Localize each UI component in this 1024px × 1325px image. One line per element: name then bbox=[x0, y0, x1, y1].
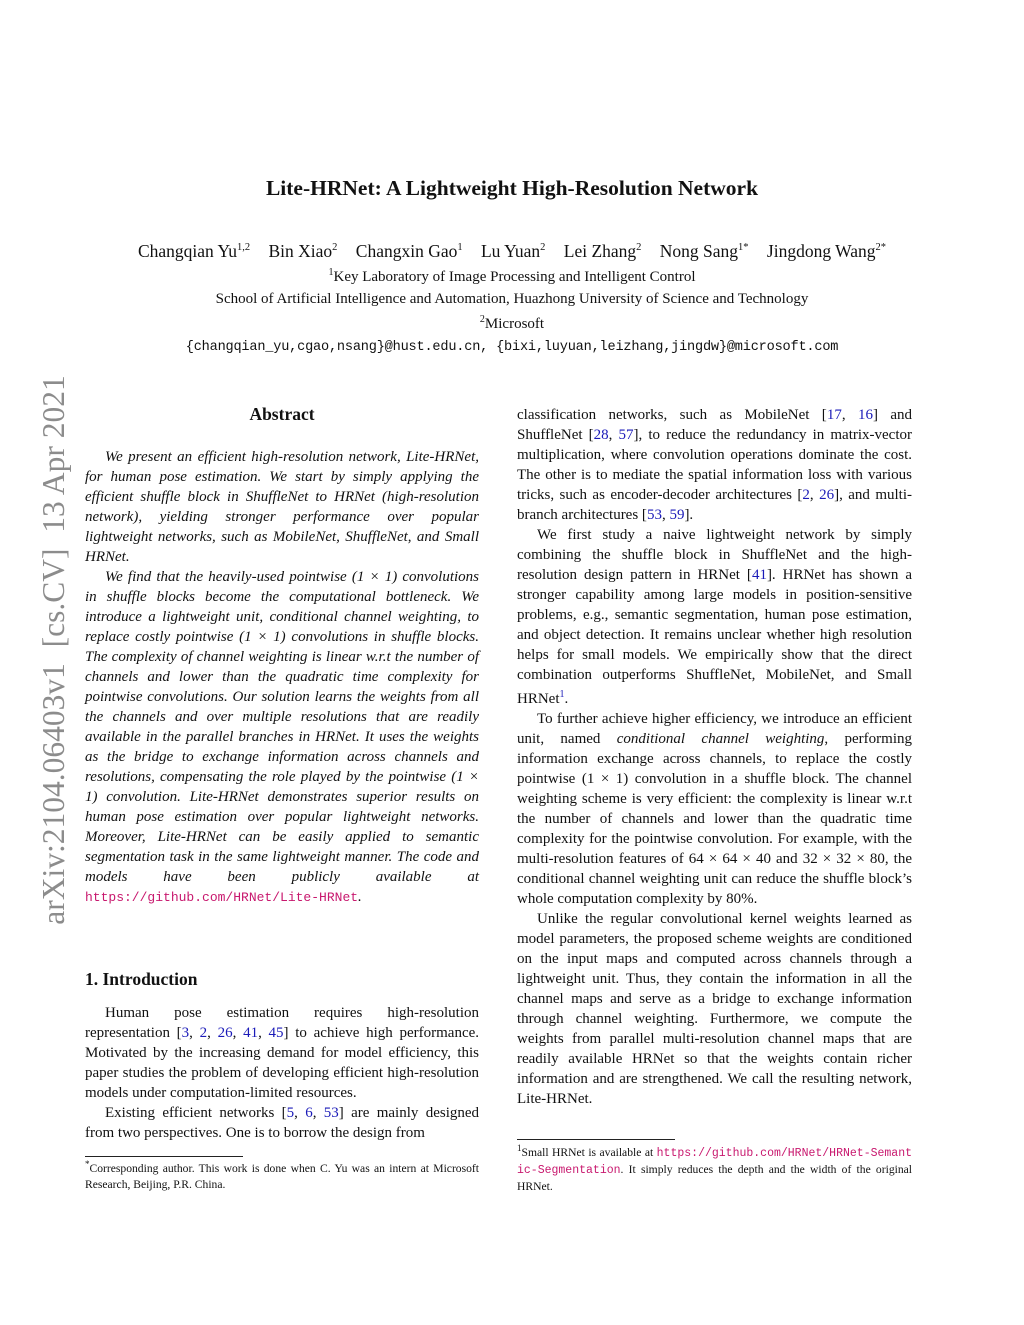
footnote-corresponding-author: *Corresponding author. This work is done when C. Yu was an intern at Microsoft Research, Beijing, P.R. China. bbox=[85, 1159, 479, 1191]
affiliation-1: $^1$Key Laboratory of Image Processing and Intelligent Control bbox=[328, 267, 696, 285]
intro-paragraph: Human pose estimation requires high-resolution representation [3, 2, 26, 41, 45] to achieve high performance. Motivated by the increasing demand for model efficiency, this paper studies the problem of developing efficient high-resolution models under computation-limited resources. bbox=[85, 1005, 480, 1101]
abstract-paragraph: We find that the heavily-used pointwise (1 × 1) convolutions in shuffle blocks become the computational bottleneck. We introduce a lightweight unit, conditional channel weighting, to replace costly pointwise (1 × 1) convolutions in shuffle blocks. The complexity of channel weighting is linear w.r.t the number of channels and lower than the quadratic time complexity for pointwise convolutions. Our solution learns the weights from all the channels and over multiple resolutions that are readily available in the parallel branches in HRNet. It uses the weights as the bridge to exchange information across channels and resolutions, compensating the role played by the pointwise (1 × 1) convolution. Lite-HRNet demonstrates superior results on human pose estimation over popular lightweight networks. Moreover, Lite-HRNet can be easily applied to semantic segmentation task in the same lightweight manner. The code and models have been publicly available at https://github.com/HRNet/Lite-HRNet. bbox=[85, 569, 479, 905]
author-list bbox=[0, 241, 1024, 262]
code-link[interactable]: https://github.com/HRNet/Lite-HRNet bbox=[85, 890, 359, 905]
small-hrnet-link[interactable]: https://github.com/HRNet/HRNet-Semantic-Segmentation bbox=[517, 1147, 912, 1177]
citation-link[interactable]: 3 bbox=[181, 1025, 190, 1041]
intro-paragraph: Existing efficient networks [5, 6, 53] are mainly designed from two perspectives. One is to borrow the design from bbox=[85, 1105, 480, 1141]
footnote-rule bbox=[85, 1156, 243, 1157]
citation-link[interactable]: 53 bbox=[646, 507, 662, 523]
affiliation-school: School of Artificial Intelligence and Automation, Huazhong University of Science and Technology bbox=[215, 291, 809, 307]
arxiv-stamp-text: arXiv:2104.06403v1 [cs.CV] 13 Apr 2021 bbox=[36, 375, 71, 925]
citation-link[interactable]: 57 bbox=[618, 427, 634, 443]
affiliation-2: $^2$Microsoft bbox=[479, 314, 545, 332]
citation-link[interactable]: 41 bbox=[751, 567, 767, 583]
right-column-body bbox=[517, 405, 912, 1109]
author-emails: {changqian_yu,cgao,nsang}@hust.edu.cn, {bixi,luyuan,leizhang,jingdw}@microsoft.com bbox=[185, 340, 839, 355]
footnote-small-hrnet: $^1$Small HRNet is available at https://github.com/HRNet/HRNet-Semantic-Segmentation. It simply reduces the depth and the width of the original HRNet. bbox=[517, 1143, 912, 1193]
emphasis-term: conditional channel weighting bbox=[616, 731, 825, 747]
citation-link[interactable]: 26 bbox=[819, 487, 835, 503]
arxiv-stamp bbox=[20, 340, 76, 960]
author: Nong Sang$^{1*}$ bbox=[659, 241, 749, 261]
author: Jingdong Wang$^{2*}$ bbox=[766, 241, 887, 261]
author: Changxin Gao$^1$ bbox=[355, 241, 463, 261]
citation-link[interactable]: 59 bbox=[669, 507, 685, 523]
citation-link[interactable]: 45 bbox=[268, 1025, 284, 1041]
citation-link[interactable]: 2 bbox=[802, 487, 810, 503]
footnote-rule bbox=[517, 1139, 675, 1140]
footnote-ref[interactable]: 1 bbox=[559, 689, 565, 700]
body-paragraph: Unlike the regular convolutional kernel weights learned as model parameters, the proposed scheme weights are conditioned on the input maps and computed across channels through a lightweight unit. Thus, they contain the information in all the channel maps and serve as a bridge to exchange information through channel weighting. Furthermore, we compute the weights from parallel multi-resolution channel maps that are readily available HRNet so that the weights contain richer information and are strengthened. We call the resulting network, Lite-HRNet. bbox=[517, 911, 912, 1107]
citation-link[interactable]: 17 bbox=[826, 407, 842, 423]
body-paragraph: classification networks, such as MobileNet [17, 16] and ShuffleNet [28, 57], to reduce the redundancy in matrix-vector multiplication, where convolution operations dominate the cost. The other is to mediate the spatial information loss with various tricks, such as encoder-decoder architectures [2, 26], and multi-branch architectures [53, 59]. bbox=[517, 407, 913, 523]
citation-link[interactable]: 5 bbox=[286, 1105, 295, 1121]
citation-link[interactable]: 16 bbox=[857, 407, 873, 423]
citation-link[interactable]: 26 bbox=[217, 1025, 233, 1041]
author: Lu Yuan$^2$ bbox=[480, 241, 546, 261]
citation-link[interactable]: 53 bbox=[323, 1105, 339, 1121]
body-paragraph: To further achieve higher efficiency, we introduce an efficient unit, named conditional channel weighting, performing information exchange across channels, to replace the costly pointwise (1 × 1) convolution in a shuffle block. The channel weighting scheme is very efficient: the complexity is linear w.r.t the number of channels and lower than the quadratic time complexity for the pointwise convolution. For example, with the multi-resolution features of 64 × 64 × 40 and 32 × 32 × 80, the conditional channel weighting unit can reduce the shuffle block’s whole computation complexity by 80%. bbox=[517, 711, 912, 907]
abstract-heading: Abstract bbox=[249, 404, 315, 424]
author: Lei Zhang$^2$ bbox=[563, 241, 642, 261]
citation-link[interactable]: 41 bbox=[243, 1025, 259, 1041]
abstract-body bbox=[85, 447, 479, 908]
author: Changqian Yu$^{1,2}$ bbox=[137, 241, 251, 261]
paper-title: Lite-HRNet: A Lightweight High-Resolution Network bbox=[265, 176, 759, 200]
citation-link[interactable]: 6 bbox=[305, 1105, 313, 1121]
section-heading-introduction: 1. Introduction bbox=[85, 969, 198, 989]
citation-link[interactable]: 2 bbox=[199, 1025, 208, 1041]
author: Bin Xiao$^2$ bbox=[268, 241, 338, 261]
body-paragraph: We first study a naive lightweight network by simply combining the shuffle block in ShuffleNet and the high-resolution design pattern in HRNet [41]. HRNet has shown a stronger capability among large models in position-sensitive problems, e.g., semantic segmentation, human pose estimation, and object detection. It remains unclear whether high resolution helps for small models. We empirically show that the direct combination outperforms ShuffleNet, MobileNet, and Small HRNet$^1$. bbox=[517, 527, 912, 707]
citation-link[interactable]: 28 bbox=[593, 427, 609, 443]
introduction-body bbox=[85, 1003, 479, 1143]
abstract-paragraph: We present an efficient high-resolution network, Lite-HRNet, for human pose estimation. We start by simply applying the efficient shuffle block in ShuffleNet to HRNet (high-resolution network), yielding stronger performance over popular lightweight networks, such as MobileNet, ShuffleNet, and Small HRNet. bbox=[85, 449, 479, 565]
